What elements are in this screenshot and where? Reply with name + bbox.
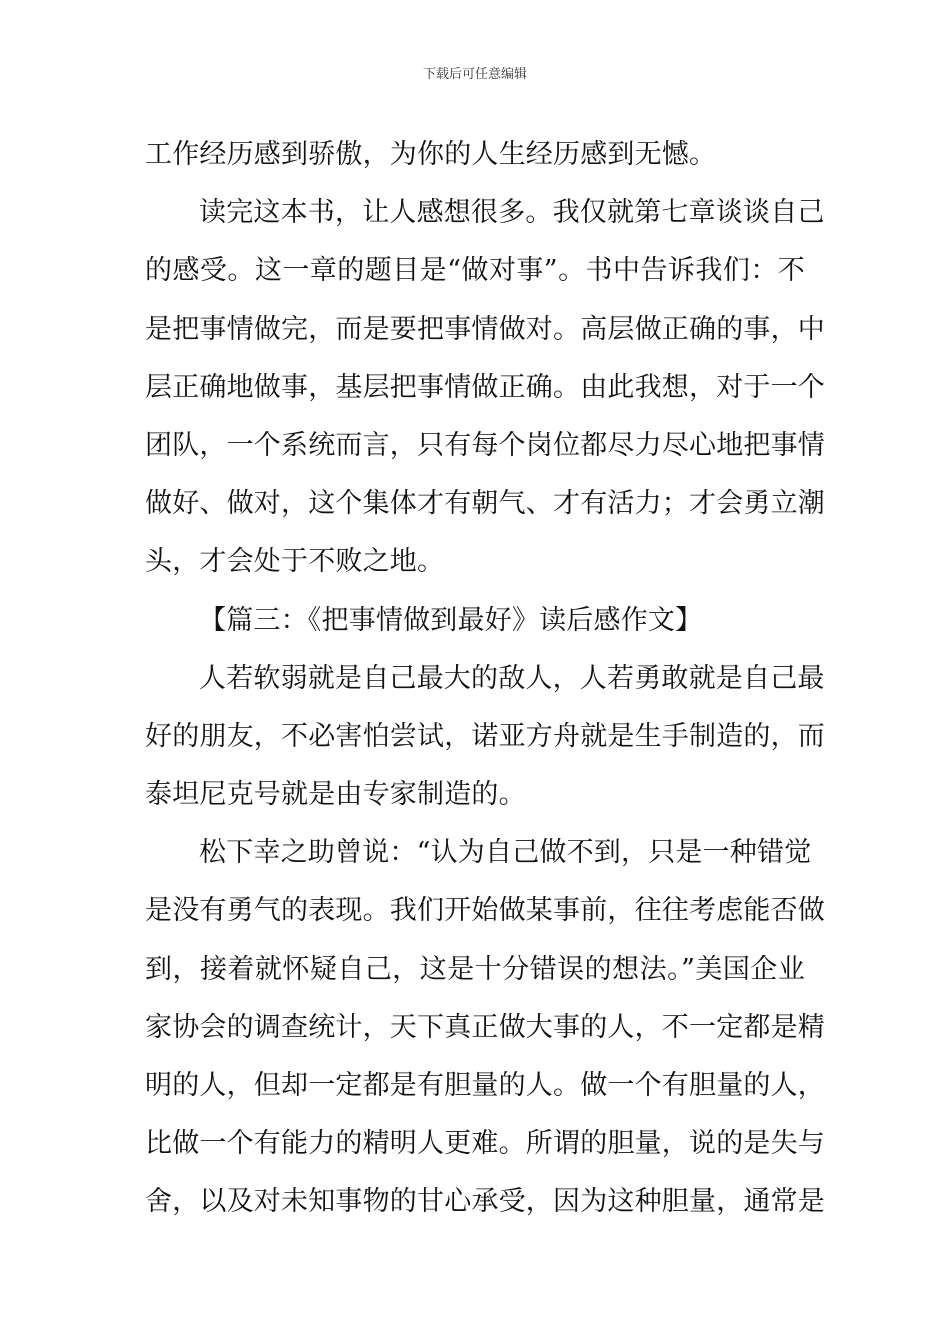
document-body: [145, 126, 825, 1232]
text-line: 工作经历感到骄傲，为你的人生经历感到无憾。: [145, 139, 717, 170]
text-line: 舍，以及对未知事物的甘心承受，因为这种胆量，通常是: [145, 1186, 825, 1218]
text-line: 是把事情做完，而是要把事情做对。高层做正确的事，中: [145, 313, 825, 345]
text-line: 比做一个有能力的精明人更难。所谓的胆量，说的是失与: [145, 1128, 825, 1160]
text-line: 读完这本书，让人感想很多。我仅就第七章谈谈自己: [199, 197, 825, 229]
text-line: 层正确地做事，基层把事情做正确。由此我想，对于一个: [145, 371, 825, 403]
section-heading: 【篇三：《把事情做到最好》读后感作文】: [199, 604, 703, 636]
text-line: 头，才会处于不败之地。: [145, 546, 445, 578]
text-line: 团队，一个系统而言，只有每个岗位都尽力尽心地把事情: [145, 429, 825, 461]
text-line: 的感受。这一章的题目是“做对事”。书中告诉我们：不: [145, 255, 805, 287]
text-line: 好的朋友，不必害怕尝试，诺亚方舟就是生手制造的，而: [145, 720, 825, 752]
text-line: 做好、做对，这个集体才有朝气、才有活力；才会勇立潮: [145, 488, 825, 520]
text-line: 泰坦尼克号就是由专家制造的。: [145, 779, 526, 811]
text-line: 家协会的调查统计，天下真正做大事的人，不一定都是精: [145, 1011, 825, 1043]
text-line: 是没有勇气的表现。我们开始做某事前，往往考虑能否做: [145, 895, 825, 927]
page-header: 下载后可任意编辑: [422, 67, 527, 82]
text-line: 人若软弱就是自己最大的敌人，人若勇敢就是自己最: [199, 662, 825, 694]
text-line: 到，接着就怀疑自己，这是十分错误的想法。”美国企业: [145, 953, 805, 985]
text-line: 明的人，但却一定都是有胆量的人。做一个有胆量的人，: [145, 1070, 825, 1101]
text-line: 松下幸之助曾说：“认为自己做不到，只是一种错觉: [199, 837, 812, 869]
